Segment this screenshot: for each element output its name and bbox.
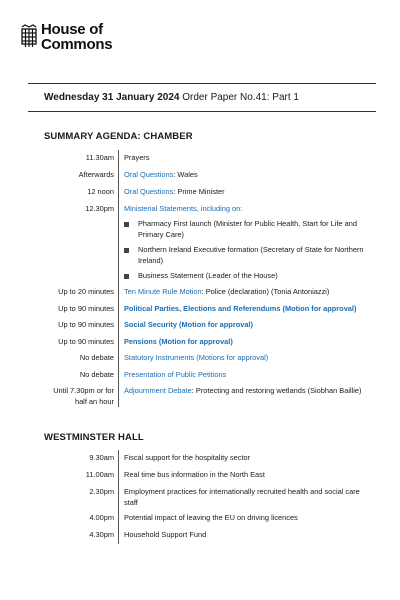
agenda-time: 12 noon <box>87 187 114 196</box>
order-paper-title <box>44 92 299 103</box>
divider-bottom <box>28 111 376 112</box>
pensions-motion-link[interactable]: Pensions (Motion for approval) <box>124 337 233 346</box>
divider-top <box>28 83 376 84</box>
agenda-item-detail: : Protecting and restoring wetlands (Siobhan Baillie) <box>191 386 362 395</box>
house-of-commons-logo <box>20 22 112 52</box>
logo-line-2: Commons <box>41 36 113 53</box>
hall-time: 4.30pm <box>89 530 114 539</box>
hall-time: 9.30am <box>89 453 114 462</box>
statement-text: Pharmacy First launch (Minister for Public Health, Start for Life and Primary Care) <box>138 219 357 239</box>
ten-minute-rule-link[interactable]: Ten Minute Rule Motion <box>124 287 202 296</box>
bullet-icon <box>124 274 129 279</box>
chamber-heading: SUMMARY AGENDA: CHAMBER <box>44 131 193 142</box>
agenda-time <box>4 386 114 407</box>
agenda-time: Up to 90 minutes <box>58 304 114 313</box>
agenda-time: No debate <box>79 353 114 362</box>
oral-questions-link[interactable]: Oral Questions <box>124 187 174 196</box>
political-parties-motion-link[interactable]: Political Parties, Elections and Referendums (Motion for approval) <box>124 304 357 313</box>
agenda-time: Up to 20 minutes <box>58 287 114 296</box>
agenda-time: No debate <box>79 370 114 379</box>
agenda-time-line-2: half an hour <box>74 396 114 406</box>
agenda-time: Afterwards <box>78 170 114 179</box>
ministerial-statements-link[interactable]: Ministerial Statements, including on: <box>124 204 243 213</box>
agenda-time-line-1: Until 7.30pm or for <box>53 386 114 395</box>
agenda-item: Prayers <box>124 153 150 162</box>
hall-item: Household Support Fund <box>124 530 207 539</box>
hall-time: 11.00am <box>85 470 114 479</box>
hall-time: 4.00pm <box>89 513 114 522</box>
agenda-time: 11.30am <box>85 153 114 162</box>
hall-item: Potential impact of leaving the EU on driving licences <box>124 513 298 522</box>
statutory-instruments-link[interactable]: Statutory Instruments (Motions for approval) <box>124 353 269 362</box>
chamber-divider-line <box>118 150 119 407</box>
order-paper-date: Wednesday 31 January 2024 <box>44 92 180 103</box>
agenda-time: 12.30pm <box>85 204 114 213</box>
hall-time: 2.30pm <box>89 487 114 496</box>
agenda-item-detail: : Police (declaration) (Tonia Antoniazzi) <box>201 287 330 296</box>
bullet-icon <box>124 222 129 227</box>
agenda-item-detail: : Wales <box>173 170 198 179</box>
bullet-icon <box>124 248 129 253</box>
agenda-time: Up to 90 minutes <box>58 337 114 346</box>
logo-line-1: House of <box>41 21 103 38</box>
statement-text: Northern Ireland Executive formation (Secretary of State for Northern Ireland) <box>138 245 364 265</box>
westminster-hall-heading: WESTMINSTER HALL <box>44 432 144 443</box>
adjournment-debate-link[interactable]: Adjournment Debate <box>124 386 192 395</box>
hall-item: Fiscal support for the hospitality sector <box>124 453 251 462</box>
agenda-time: Up to 90 minutes <box>58 320 114 329</box>
westminster-divider-line <box>118 450 119 544</box>
public-petitions-link[interactable]: Presentation of Public Petitions <box>124 370 227 379</box>
hall-item: Real time bus information in the North East <box>124 470 265 479</box>
oral-questions-link[interactable]: Oral Questions <box>124 170 174 179</box>
agenda-item-detail: : Prime Minister <box>173 187 225 196</box>
hall-item: Employment practices for internationally recruited health and social care staff <box>124 487 360 507</box>
portcullis-icon <box>20 24 38 48</box>
statement-text: Business Statement (Leader of the House) <box>138 271 278 280</box>
social-security-motion-link[interactable]: Social Security (Motion for approval) <box>124 320 253 329</box>
order-paper-number: Order Paper No.41: Part 1 <box>179 92 299 103</box>
